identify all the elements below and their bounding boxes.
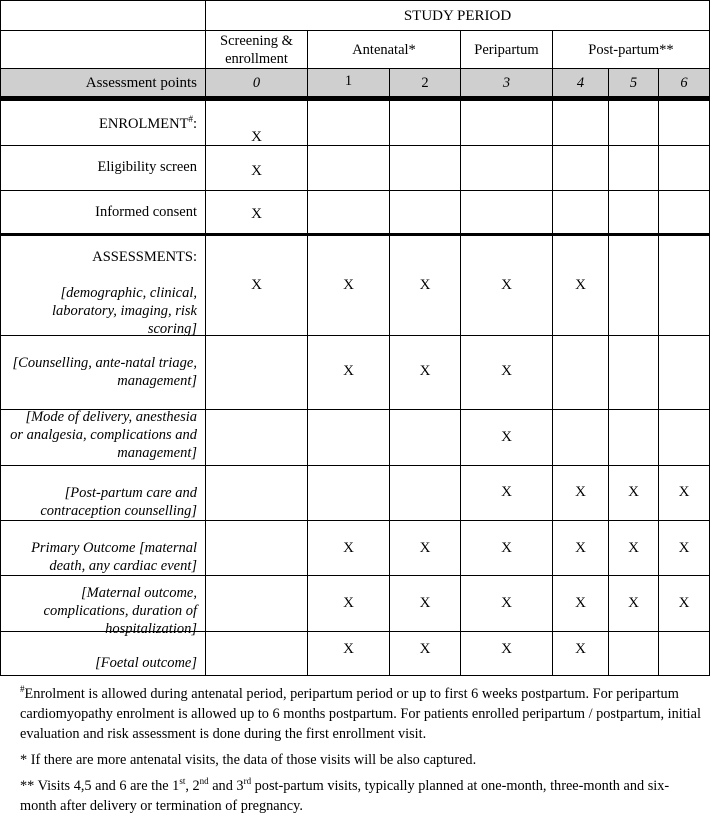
enrolment-row-label: [0, 191, 206, 234]
check-mark: X: [575, 540, 586, 556]
assessment-label-text: [Maternal outcome, complications, duration of hospitalization]: [43, 585, 197, 637]
table-cell: [609, 146, 659, 191]
table-cell: [461, 410, 553, 466]
assessment-row-label: [0, 576, 206, 637]
table-cell: [553, 521, 609, 576]
table-cell: [609, 576, 659, 632]
assessments-heading: ASSESSMENTS:: [92, 249, 197, 265]
table-cell: [609, 236, 659, 336]
table-cell: [461, 101, 553, 146]
table-cell: [206, 191, 308, 234]
table-cell: [390, 146, 461, 191]
table-cell: [659, 632, 710, 676]
table-cell: [609, 521, 659, 576]
corner-cell-top: [0, 0, 206, 31]
assessment-label-text: [demographic, clinical, laboratory, imaging, risk scoring]: [51, 285, 197, 337]
point-2: 2: [390, 69, 461, 97]
table-cell: [659, 191, 710, 234]
table-cell: [308, 576, 390, 632]
table-cell: [308, 101, 390, 146]
enrolment-title-sup: #: [188, 114, 193, 125]
table-cell: [206, 236, 308, 336]
footnote-visits: ** Visits 4,5 and 6 are the 1st, 2nd and 3rd post-partum visits, typically planned at one-month, three-month and six-month after delivery or termination of pregnancy.: [20, 776, 670, 814]
check-mark: X: [343, 277, 354, 293]
assessment-row-label: [0, 632, 206, 676]
enrolment-heading: [0, 101, 206, 146]
check-mark: X: [343, 540, 354, 556]
table-cell: [206, 101, 308, 146]
table-cell: [659, 521, 710, 576]
table-cell: [553, 336, 609, 410]
table-cell: [461, 236, 553, 336]
check-mark: X: [678, 540, 690, 556]
check-mark: X: [575, 595, 586, 611]
table-cell: [206, 466, 308, 521]
table-cell: [659, 101, 710, 146]
table-cell: [609, 336, 659, 410]
enrolment-label-text: Informed consent: [95, 204, 197, 220]
table-cell: [553, 101, 609, 146]
table-cell: [390, 521, 461, 576]
table-cell: [461, 466, 553, 521]
table-cell: [206, 410, 308, 466]
check-mark: X: [575, 641, 586, 657]
check-mark: X: [628, 595, 639, 611]
check-mark: X: [251, 206, 262, 222]
table-cell: [553, 236, 609, 336]
postpartum-header: Post-partum**: [553, 31, 710, 69]
table-cell: [308, 336, 390, 410]
check-mark: X: [343, 595, 354, 611]
table-cell: [390, 632, 461, 676]
point-6: 6: [659, 69, 710, 97]
check-mark: X: [501, 641, 512, 657]
point-3: 3: [461, 69, 553, 97]
assessment-label-text: Primary Outcome [maternal death, any cardiac event]: [31, 540, 197, 574]
table-cell: [461, 336, 553, 410]
check-mark: X: [343, 363, 354, 379]
table-cell: [308, 521, 390, 576]
table-cell: [609, 632, 659, 676]
check-mark: X: [501, 277, 512, 293]
check-mark: X: [501, 363, 512, 379]
check-mark: X: [501, 484, 512, 500]
footnote-enrolment: #Enrolment is allowed during antenatal period, peripartum period or up to first 6 weeks postpartum. For peripartum cardiomyopathy enrolment is allowed up to 6 months postpartum. For patients enrolled peripartum / postpartum, initial evaluation and risk assessment is done during the first enrollment visit.: [20, 684, 701, 742]
assessment-row-label: [0, 521, 206, 576]
corner-cell-mid: [0, 31, 206, 69]
table-cell: [390, 336, 461, 410]
table-cell: [609, 191, 659, 234]
table-cell: [390, 191, 461, 234]
table-cell: [659, 336, 710, 410]
table-cell: [206, 146, 308, 191]
footnote-antenatal: * If there are more antenatal visits, the data of those visits will be also captured.: [20, 752, 477, 768]
table-cell: [461, 521, 553, 576]
screening-header: Screening & enrollment: [206, 31, 308, 69]
table-cell: [659, 466, 710, 521]
table-cell: [206, 576, 308, 632]
table-cell: [206, 632, 308, 676]
enrolment-row-label: [0, 146, 206, 191]
table-cell: [659, 410, 710, 466]
assessment-label-text: [Mode of delivery, anesthesia or analgesia, complications and management]: [10, 409, 197, 461]
table-cell: [609, 466, 659, 521]
assessment-points-label: Assessment points: [0, 69, 206, 97]
check-mark: X: [251, 163, 262, 179]
assessment-row-label: [0, 336, 206, 410]
table-cell: [390, 466, 461, 521]
check-mark: X: [501, 595, 512, 611]
table-cell: [308, 236, 390, 336]
check-mark: X: [251, 277, 262, 293]
check-mark: X: [419, 540, 431, 556]
assessment-label-text: [Foetal outcome]: [95, 655, 197, 671]
table-cell: [308, 146, 390, 191]
check-mark: X: [628, 484, 639, 500]
table-cell: [659, 236, 710, 336]
assessment-row-label: [0, 410, 206, 466]
table-cell: [308, 191, 390, 234]
enrolment-label-text: Eligibility screen: [97, 159, 197, 175]
check-mark: X: [628, 540, 639, 556]
table-cell: [553, 576, 609, 632]
table-cell: [461, 632, 553, 676]
check-mark: X: [251, 129, 262, 145]
table-cell: [609, 410, 659, 466]
check-mark: X: [419, 363, 431, 379]
point-5: 5: [609, 69, 659, 97]
assessment-row-label: [0, 466, 206, 521]
table-cell: [308, 410, 390, 466]
check-mark: X: [419, 277, 431, 293]
table-cell: [553, 191, 609, 234]
check-mark: X: [419, 595, 431, 611]
study-period-header: STUDY PERIOD: [206, 0, 710, 31]
antenatal-header: Antenatal*: [308, 31, 461, 69]
table-cell: [659, 146, 710, 191]
table-cell: [553, 632, 609, 676]
assessment-label-text: [Post-partum care and contraception counselling]: [40, 485, 197, 519]
table-cell: [390, 410, 461, 466]
check-mark: X: [575, 484, 586, 500]
enrolment-title-colon: :: [192, 116, 197, 132]
table-cell: [553, 410, 609, 466]
table-cell: [461, 191, 553, 234]
table-cell: [390, 236, 461, 336]
check-mark: X: [343, 641, 354, 657]
table-cell: [206, 521, 308, 576]
assessment-label-text: [Counselling, ante-natal triage, management]: [12, 355, 197, 389]
table-cell: [308, 466, 390, 521]
assessment-row-label: [0, 236, 206, 336]
table-cell: [609, 101, 659, 146]
table-cell: [461, 146, 553, 191]
table-cell: [390, 576, 461, 632]
check-mark: X: [501, 540, 512, 556]
enrolment-title: ENROLMENT: [99, 116, 189, 132]
check-mark: X: [678, 595, 690, 611]
point-1: 1: [308, 69, 390, 97]
table-cell: [390, 101, 461, 146]
table-cell: [553, 466, 609, 521]
point-4: 4: [553, 69, 609, 97]
table-cell: [461, 576, 553, 632]
point-0: 0: [206, 69, 308, 97]
peripartum-header: Peripartum: [461, 31, 553, 69]
table-cell: [659, 576, 710, 632]
table-cell: [553, 146, 609, 191]
check-mark: X: [678, 484, 690, 500]
table-cell: [308, 632, 390, 676]
check-mark: X: [575, 277, 586, 293]
table-cell: [206, 336, 308, 410]
check-mark: X: [501, 429, 512, 445]
footnotes: [20, 684, 702, 822]
check-mark: X: [419, 641, 431, 657]
